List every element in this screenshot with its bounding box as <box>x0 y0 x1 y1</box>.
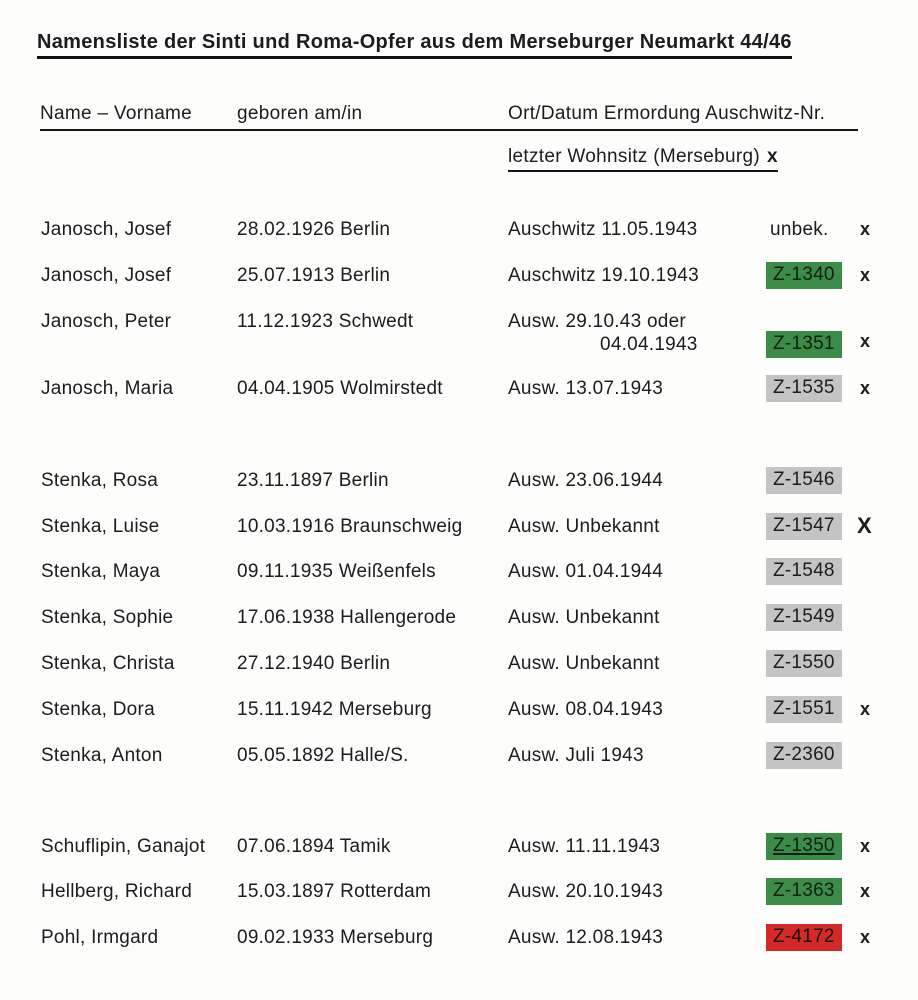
victim-name: Janosch, Peter <box>41 311 172 332</box>
auschwitz-number: Z-1548 <box>766 558 842 585</box>
birth-info: 25.07.1913 Berlin <box>237 265 391 286</box>
birth-info: 07.06.1894 Tamik <box>237 836 391 857</box>
death-info: Auschwitz 11.05.1943 <box>508 219 698 240</box>
birth-info: 09.02.1933 Merseburg <box>237 927 434 948</box>
auschwitz-number: Z-4172 <box>766 924 842 951</box>
table-column-headers <box>40 103 858 131</box>
birth-info: 17.06.1938 Hallengerode <box>237 607 457 628</box>
victim-name: Schuflipin, Ganajot <box>41 836 206 857</box>
birth-info: 15.03.1897 Rotterdam <box>237 881 432 902</box>
auschwitz-number: Z-1546 <box>766 467 842 494</box>
victim-name: Stenka, Maya <box>41 561 161 582</box>
victim-name: Stenka, Sophie <box>41 607 174 628</box>
wohnsitz-mark: x <box>860 699 871 719</box>
table-row <box>0 836 918 866</box>
death-info: Ausw. 12.08.1943 <box>508 927 664 948</box>
death-info: Ausw. Unbekannt <box>508 516 660 537</box>
table-row <box>0 745 918 775</box>
wohnsitz-mark: x <box>860 219 871 239</box>
auschwitz-number: unbek. <box>770 219 829 240</box>
wohnsitz-mark: X <box>857 513 872 538</box>
victim-name: Pohl, Irmgard <box>41 927 159 948</box>
column-header-born: geboren am/in <box>237 103 363 124</box>
victim-name: Stenka, Rosa <box>41 470 159 491</box>
death-info: Ausw. 20.10.1943 <box>508 881 664 902</box>
wohnsitz-mark: x <box>860 836 871 856</box>
birth-info: 10.03.1916 Braunschweig <box>237 516 463 537</box>
death-info: Ausw. 08.04.1943 <box>508 699 664 720</box>
table-row <box>0 927 918 957</box>
death-info: Ausw. 13.07.1943 <box>508 378 664 399</box>
birth-info: 23.11.1897 Berlin <box>237 470 389 491</box>
birth-info: 28.02.1926 Berlin <box>237 219 391 240</box>
column-header-name: Name – Vorname <box>40 103 193 124</box>
death-info: Ausw. 23.06.1944 <box>508 470 664 491</box>
victim-name: Hellberg, Richard <box>41 881 193 902</box>
victim-name: Stenka, Dora <box>41 699 155 720</box>
column-subheader-wohnsitz <box>508 146 778 172</box>
victim-name: Stenka, Luise <box>41 516 160 537</box>
table-row <box>0 265 918 295</box>
subheader-label: letzter Wohnsitz (Merseburg) <box>508 146 760 167</box>
victim-name: Stenka, Christa <box>41 653 175 674</box>
wohnsitz-mark: x <box>860 881 871 901</box>
table-row <box>0 699 918 729</box>
death-info: Ausw. 11.11.1943 <box>508 836 661 857</box>
victim-name: Janosch, Maria <box>41 378 174 399</box>
auschwitz-number: Z-1350 <box>766 833 842 860</box>
table-row <box>0 561 918 591</box>
death-info: Ausw. Juli 1943 <box>508 745 644 766</box>
page-title: Namensliste der Sinti und Roma-Opfer aus dem Merseburger Neumarkt 44/46 <box>37 31 792 59</box>
auschwitz-number: Z-1351 <box>766 331 842 358</box>
death-info: Ausw. Unbekannt <box>508 653 660 674</box>
birth-info: 05.05.1892 Halle/S. <box>237 745 409 766</box>
auschwitz-number: Z-1340 <box>766 262 842 289</box>
table-row <box>0 470 918 500</box>
death-info: Ausw. Unbekannt <box>508 607 660 628</box>
birth-info: 27.12.1940 Berlin <box>237 653 391 674</box>
table-row <box>0 378 918 408</box>
table-row <box>0 881 918 911</box>
birth-info: 09.11.1935 Weißenfels <box>237 561 436 582</box>
auschwitz-number: Z-1535 <box>766 375 842 402</box>
victim-name: Janosch, Josef <box>41 265 172 286</box>
wohnsitz-mark: x <box>860 331 871 351</box>
auschwitz-number: Z-1550 <box>766 650 842 677</box>
auschwitz-number: Z-2360 <box>766 742 842 769</box>
table-row <box>0 513 918 546</box>
death-info: Ausw. 01.04.1944 <box>508 561 664 582</box>
table-row <box>0 311 918 355</box>
birth-info: 15.11.1942 Merseburg <box>237 699 432 720</box>
wohnsitz-mark: x <box>860 927 871 947</box>
column-header-ort-auschwitz-nr: Ort/Datum Ermordung Auschwitz-Nr. <box>508 103 826 124</box>
wohnsitz-mark: x <box>860 265 871 285</box>
auschwitz-number: Z-1549 <box>766 604 842 631</box>
auschwitz-number: Z-1363 <box>766 878 842 905</box>
death-info-line1: Ausw. 29.10.43 oder <box>508 311 686 332</box>
table-row <box>0 607 918 637</box>
table-row <box>0 219 918 249</box>
auschwitz-number: Z-1547 <box>766 513 842 540</box>
death-info-line2: 04.04.1943 <box>600 334 698 355</box>
subheader-x-mark: x <box>766 146 778 167</box>
death-info: Auschwitz 19.10.1943 <box>508 265 699 286</box>
table-row <box>0 653 918 683</box>
birth-info: 11.12.1923 Schwedt <box>237 311 414 332</box>
wohnsitz-mark: x <box>860 378 871 398</box>
victim-name: Janosch, Josef <box>41 219 172 240</box>
victim-name: Stenka, Anton <box>41 745 163 766</box>
birth-info: 04.04.1905 Wolmirstedt <box>237 378 443 399</box>
auschwitz-number: Z-1551 <box>766 696 842 723</box>
